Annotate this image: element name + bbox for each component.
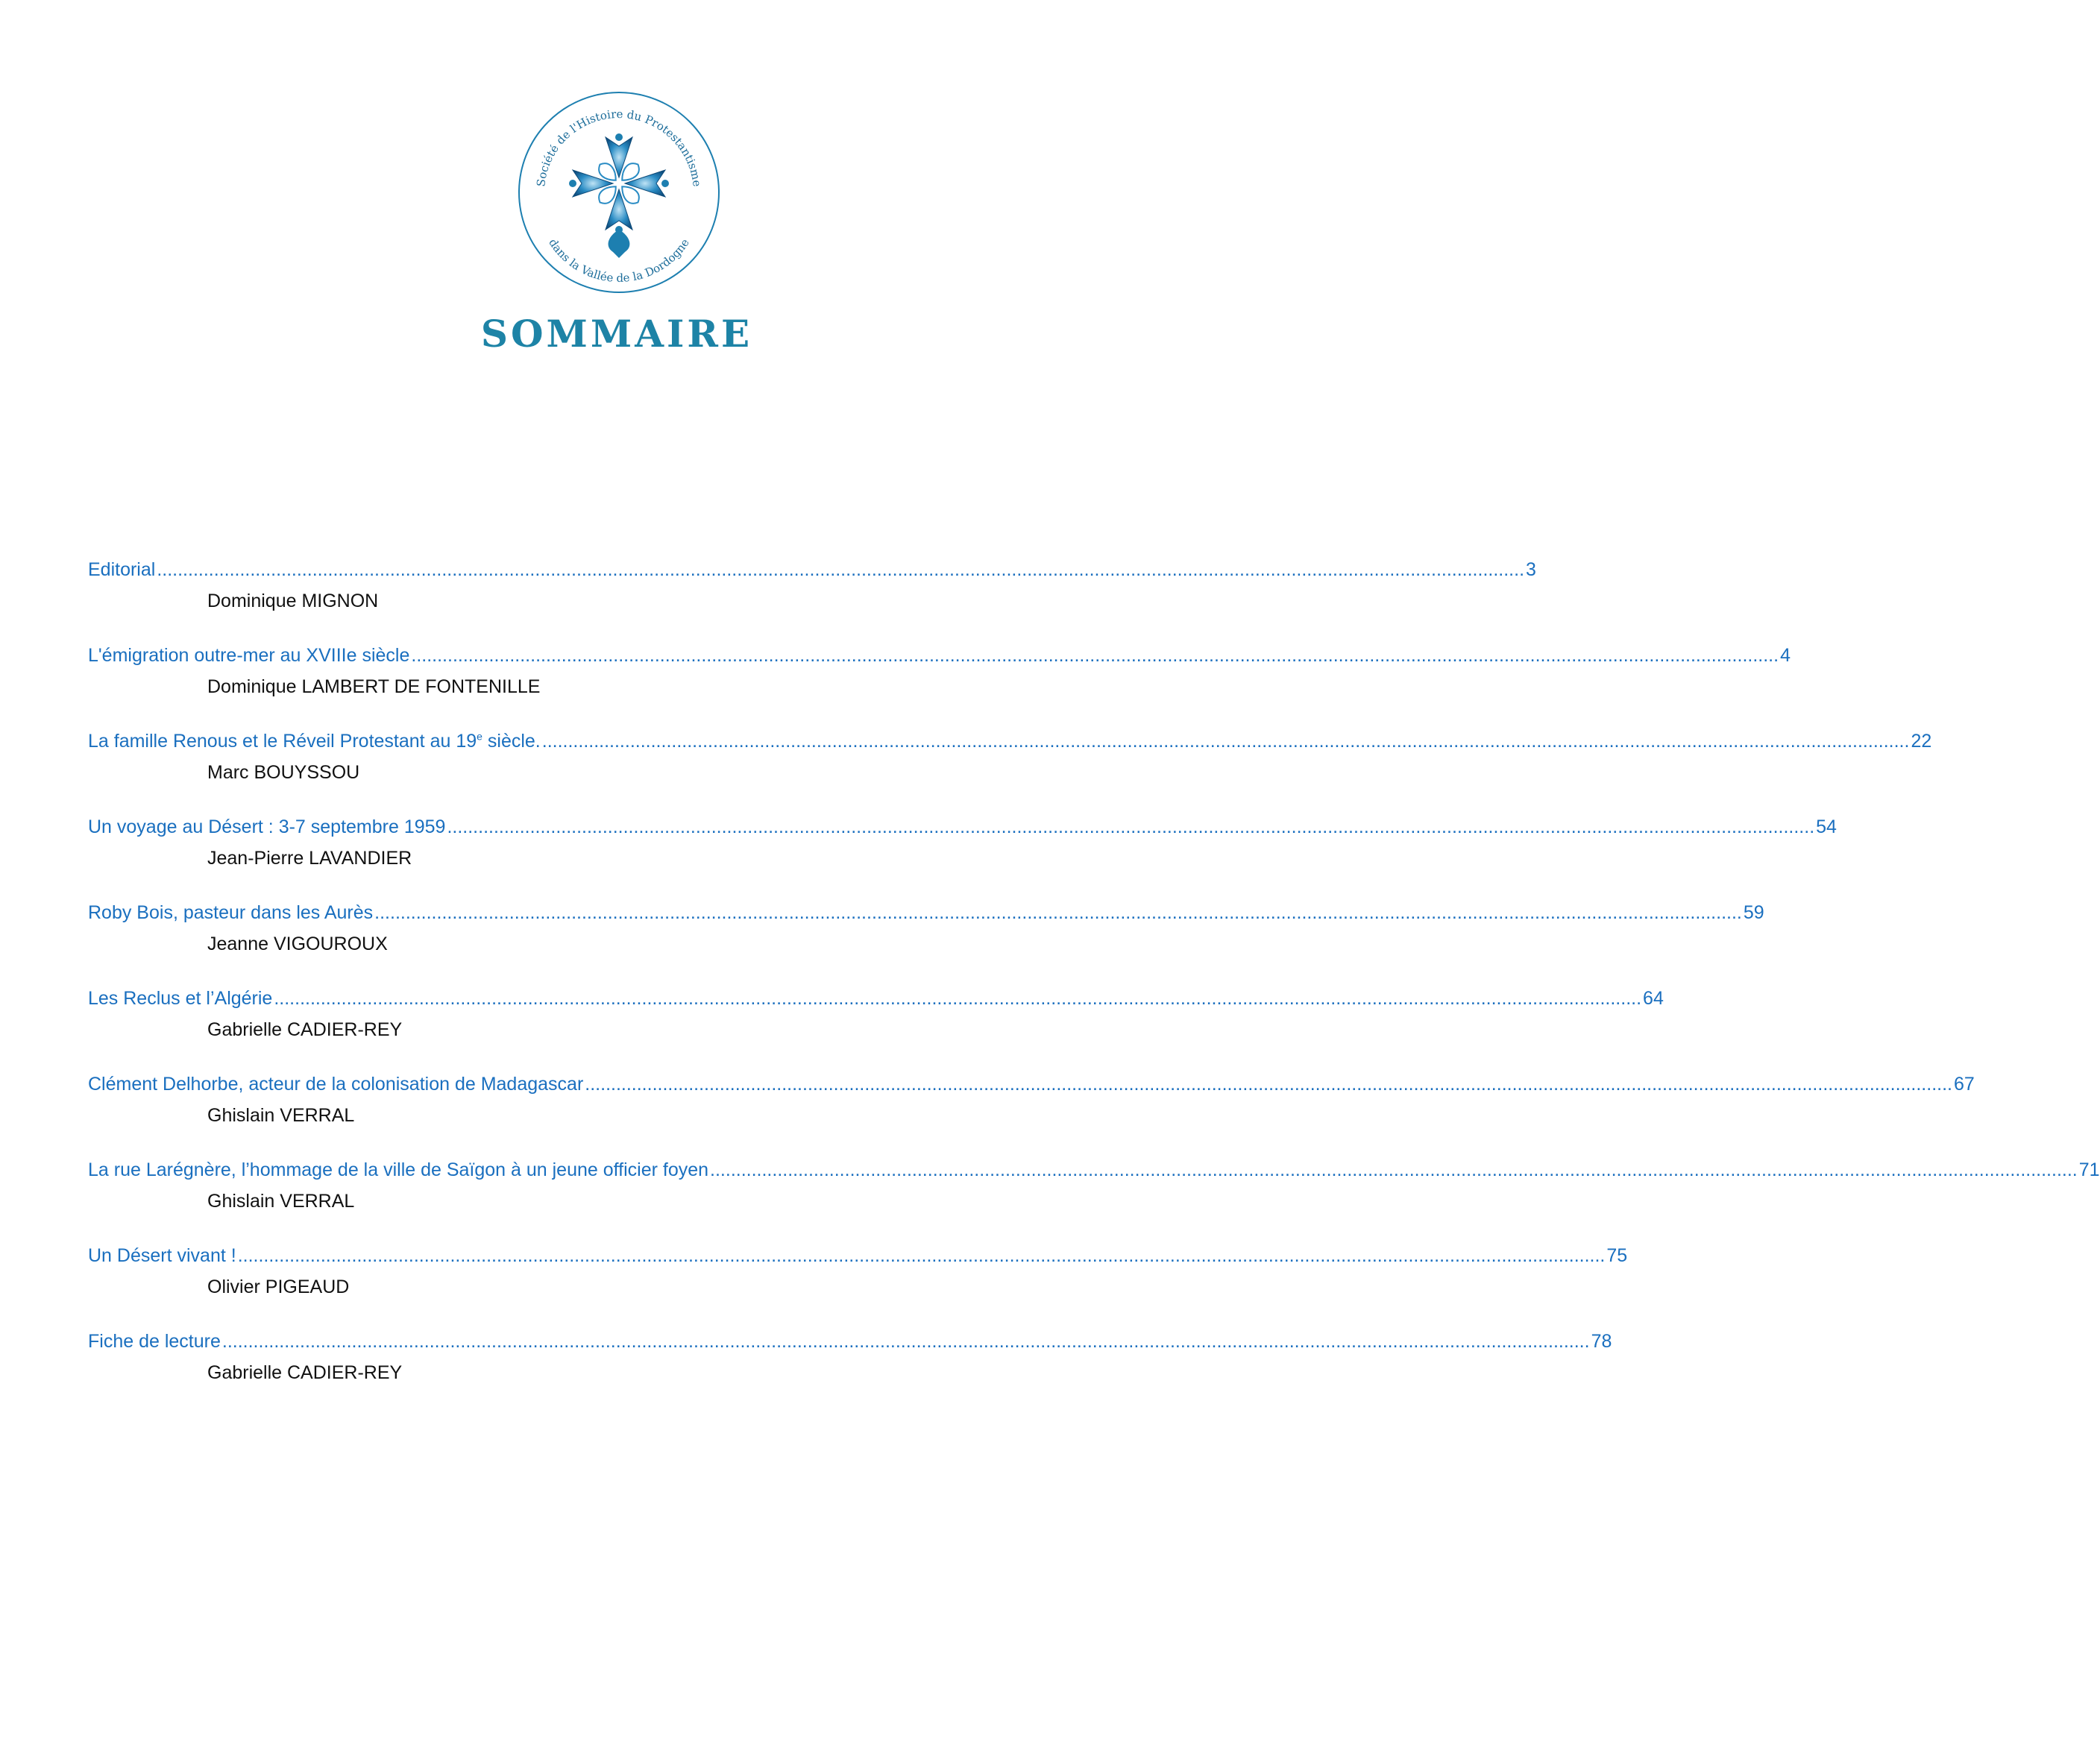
toc-leader-dots: ........................................................................................................................................................................................................................................................................	[157, 559, 1525, 580]
toc-leader-dots: ........................................................................................................................................................................................................................................................................	[237, 1245, 1606, 1266]
toc-entry-title-text: Editorial	[88, 559, 156, 580]
toc-entry-title-superscript: e	[477, 730, 482, 743]
society-logo	[515, 88, 723, 297]
toc-entry-author: Jeanne VIGOUROUX	[207, 934, 388, 954]
toc-entry-author: Gabrielle CADIER-REY	[207, 1362, 403, 1383]
toc-entry-title-suffix: siècle.	[482, 731, 541, 752]
toc-entry-title[interactable]	[88, 1158, 708, 1182]
toc-entry-page-number: 54	[1816, 816, 1837, 837]
toc-entry	[88, 986, 1664, 1072]
toc-entry	[88, 815, 1837, 901]
toc-entry-line[interactable]	[88, 729, 1932, 753]
toc-leader-dots: ........................................................................................................................................................................................................................................................................	[585, 1074, 1952, 1095]
toc-entry-author: Jean-Pierre LAVANDIER	[207, 848, 412, 869]
toc-entry-title[interactable]	[88, 558, 155, 582]
toc-entry-title[interactable]	[88, 901, 373, 925]
page-title: SOMMAIRE	[480, 312, 753, 356]
toc-entry-title-text: Les Reclus et l’Algérie	[88, 988, 273, 1009]
toc-entry-title-text: L'émigration outre-mer au XVIIIe siècle	[88, 645, 410, 666]
toc-entry-line[interactable]	[88, 558, 1536, 582]
toc-entry-title-text: Fiche de lecture	[88, 1331, 221, 1352]
toc-entry-line[interactable]	[88, 901, 1764, 925]
toc-entry-title[interactable]	[88, 815, 445, 839]
toc-entry	[88, 1244, 1628, 1329]
toc-entry-title[interactable]	[88, 729, 541, 753]
logo-text-bottom: dans la Vallée de la Dordogne	[546, 236, 692, 286]
toc-entry	[88, 643, 1791, 729]
toc-entry-title[interactable]	[88, 1244, 236, 1268]
toc-entry-line[interactable]	[88, 986, 1664, 1010]
toc-entry	[88, 1329, 1612, 1415]
toc-entry-line[interactable]	[88, 1244, 1628, 1268]
toc-entry-page-number: 4	[1780, 645, 1791, 666]
toc-entry-title-text: La famille Renous et le Réveil Protestant au 19	[88, 731, 477, 752]
huguenot-cross-icon	[515, 88, 723, 297]
toc-entry-line[interactable]	[88, 815, 1837, 839]
toc-entry-page-number: 64	[1643, 988, 1664, 1009]
logo-text-top: Société de l'Histoire du Protestantisme	[534, 107, 704, 188]
toc-entry-author: Dominique MIGNON	[207, 591, 379, 611]
toc-entry-author: Gabrielle CADIER-REY	[207, 1019, 403, 1040]
toc-entry	[88, 1072, 1975, 1158]
toc-entry-line[interactable]	[88, 1072, 1975, 1096]
toc-entry-line[interactable]	[88, 1329, 1612, 1353]
toc-leader-dots: ........................................................................................................................................................................................................................................................................	[221, 1331, 1590, 1352]
toc-entry-line[interactable]	[88, 643, 1791, 667]
toc-entry-author: Dominique LAMBERT DE FONTENILLE	[207, 676, 541, 697]
toc-entry-author: Ghislain VERRAL	[207, 1191, 355, 1212]
toc-leader-dots: ........................................................................................................................................................................................................................................................................	[447, 816, 1815, 837]
toc-entry	[88, 901, 1764, 986]
toc-entry-page-number: 78	[1591, 1331, 1612, 1352]
toc-entry	[88, 558, 1536, 643]
toc-entry-page-number: 59	[1743, 902, 1764, 923]
toc-entry-title-text: Un Désert vivant !	[88, 1245, 236, 1266]
toc-entry-title[interactable]	[88, 643, 409, 667]
table-of-contents	[88, 558, 2100, 1415]
toc-entry-title-text: Clément Delhorbe, acteur de la colonisation de Madagascar	[88, 1074, 584, 1095]
toc-entry-page-number: 71	[2078, 1159, 2100, 1180]
toc-leader-dots: ........................................................................................................................................................................................................................................................................	[411, 645, 1779, 666]
toc-entry	[88, 1158, 2100, 1244]
toc-entry-title[interactable]	[88, 1329, 221, 1353]
toc-entry-title-text: Roby Bois, pasteur dans les Aurès	[88, 902, 374, 923]
toc-entry	[88, 729, 1932, 815]
toc-entry-author: Marc BOUYSSOU	[207, 762, 360, 783]
toc-entry-title-text: La rue Larégnère, l’hommage de la ville de Saïgon à un jeune officier foyen	[88, 1159, 709, 1180]
toc-entry-title[interactable]	[88, 1072, 583, 1096]
toc-entry-author: Olivier PIGEAUD	[207, 1276, 350, 1297]
toc-leader-dots: ........................................................................................................................................................................................................................................................................	[710, 1159, 2078, 1180]
toc-entry-page-number: 75	[1606, 1245, 1628, 1266]
toc-leader-dots: ........................................................................................................................................................................................................................................................................	[374, 902, 1742, 923]
toc-entry-page-number: 22	[1911, 731, 1932, 752]
toc-leader-dots: ........................................................................................................................................................................................................................................................................	[274, 988, 1642, 1009]
toc-entry-title-text: Un voyage au Désert : 3-7 septembre 1959	[88, 816, 446, 837]
toc-leader-dots: ........................................................................................................................................................................................................................................................................	[541, 731, 1910, 752]
toc-entry-title[interactable]	[88, 986, 272, 1010]
toc-entry-author: Ghislain VERRAL	[207, 1105, 355, 1126]
toc-entry-page-number: 67	[1953, 1074, 1975, 1095]
toc-entry-page-number: 3	[1526, 559, 1536, 580]
toc-entry-line[interactable]	[88, 1158, 2100, 1182]
